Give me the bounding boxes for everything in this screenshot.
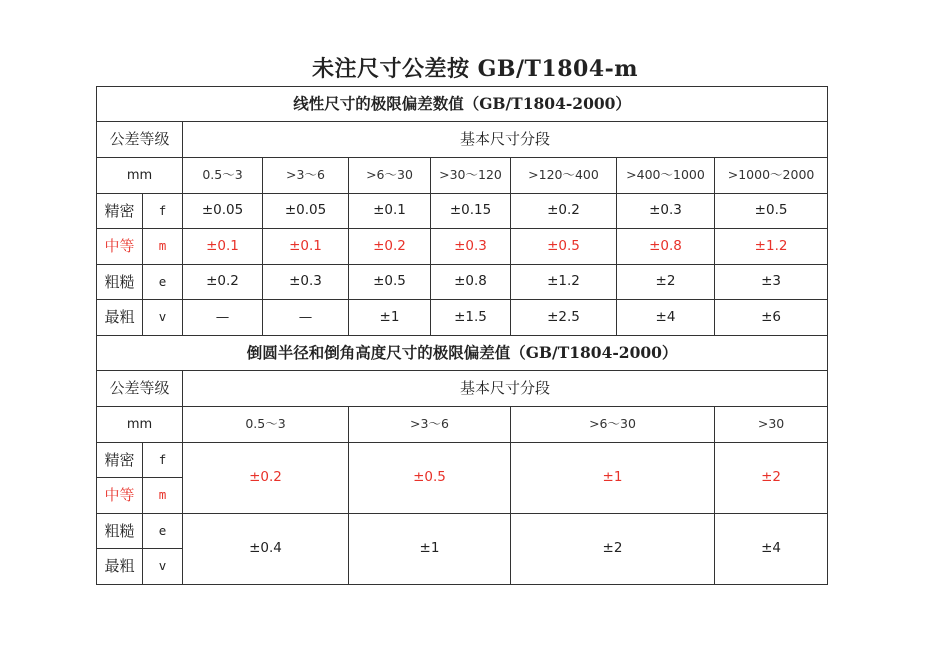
grade-code: m [143, 478, 183, 514]
range-cell: >30～120 [431, 158, 511, 194]
tolerance-value: ±0.8 [617, 229, 715, 265]
tolerance-value: ±2 [715, 443, 828, 514]
unit-label: mm [97, 407, 183, 443]
tolerance-value: ±0.2 [183, 443, 349, 514]
range-cell: 0.5～3 [183, 158, 263, 194]
tolerance-value: ±0.1 [349, 194, 431, 229]
grade-label: 公差等级 [97, 122, 183, 158]
grade-label: 公差等级 [97, 371, 183, 407]
linear-header-row [97, 122, 828, 158]
tolerance-value: ±0.3 [431, 229, 511, 265]
range-cell: 0.5～3 [183, 407, 349, 443]
tolerance-value: ±1.5 [431, 300, 511, 336]
grade-name: 精密 [97, 194, 143, 229]
grade-name: 最粗 [97, 549, 143, 585]
tolerance-table [96, 86, 828, 585]
grade-name: 最粗 [97, 300, 143, 336]
tolerance-value: ±1 [511, 443, 715, 514]
tolerance-value: ±0.2 [183, 265, 263, 300]
table-row-coarse [97, 265, 828, 300]
tolerance-value: ±6 [715, 300, 828, 336]
tolerance-value: ±1 [349, 300, 431, 336]
grade-code: f [143, 194, 183, 229]
tolerance-value: ±0.8 [431, 265, 511, 300]
tolerance-value: — [183, 300, 263, 336]
linear-section-heading: 线性尺寸的极限偏差数值（GB/T1804-2000） [97, 87, 828, 122]
range-cell: >1000～2000 [715, 158, 828, 194]
range-cell: >6～30 [511, 407, 715, 443]
tolerance-value: ±2 [511, 514, 715, 585]
tolerance-value: ±0.05 [183, 194, 263, 229]
range-cell: >30 [715, 407, 828, 443]
grade-code: f [143, 443, 183, 478]
tolerance-value: ±0.3 [263, 265, 349, 300]
tolerance-value: ±0.5 [715, 194, 828, 229]
tolerance-value: ±0.2 [511, 194, 617, 229]
grade-name: 粗糙 [97, 265, 143, 300]
grade-code: e [143, 265, 183, 300]
linear-heading-row [97, 87, 828, 122]
grade-code: v [143, 300, 183, 336]
tolerance-value: ±0.15 [431, 194, 511, 229]
grade-name: 粗糙 [97, 514, 143, 549]
tolerance-value: ±0.1 [263, 229, 349, 265]
tolerance-value: ±2.5 [511, 300, 617, 336]
tolerance-value: ±4 [617, 300, 715, 336]
tolerance-value: ±0.5 [511, 229, 617, 265]
grade-code: e [143, 514, 183, 549]
grade-code: v [143, 549, 183, 585]
tolerance-value: ±0.2 [349, 229, 431, 265]
grade-name: 精密 [97, 443, 143, 478]
range-cell: >6～30 [349, 158, 431, 194]
size-segment-label: 基本尺寸分段 [183, 371, 828, 407]
radius-range-row [97, 407, 828, 443]
grade-name: 中等 [97, 478, 143, 514]
range-cell: >120～400 [511, 158, 617, 194]
tolerance-value: ±0.05 [263, 194, 349, 229]
table-row-fine [97, 443, 828, 478]
table-row-coarse [97, 514, 828, 549]
tolerance-value: ±3 [715, 265, 828, 300]
unit-label: mm [97, 158, 183, 194]
document-title: 未注尺寸公差按 GB/T1804-m [311, 56, 639, 82]
tolerance-value: ±0.4 [183, 514, 349, 585]
tolerance-sheet [96, 86, 828, 585]
radius-heading-row [97, 336, 828, 371]
tolerance-value: ±0.1 [183, 229, 263, 265]
radius-header-row [97, 371, 828, 407]
grade-name: 中等 [97, 229, 143, 265]
grade-code: m [143, 229, 183, 265]
size-segment-label: 基本尺寸分段 [183, 122, 828, 158]
range-cell: >3～6 [263, 158, 349, 194]
tolerance-value: ±0.3 [617, 194, 715, 229]
table-row-fine [97, 194, 828, 229]
tolerance-value: ±0.5 [349, 265, 431, 300]
tolerance-value: ±1 [349, 514, 511, 585]
tolerance-value: ±4 [715, 514, 828, 585]
linear-range-row [97, 158, 828, 194]
range-cell: >400～1000 [617, 158, 715, 194]
table-row-very-coarse [97, 300, 828, 336]
tolerance-value: ±0.5 [349, 443, 511, 514]
tolerance-value: ±1.2 [511, 265, 617, 300]
tolerance-value: ±2 [617, 265, 715, 300]
tolerance-value: — [263, 300, 349, 336]
tolerance-value: ±1.2 [715, 229, 828, 265]
range-cell: >3～6 [349, 407, 511, 443]
radius-section-heading: 倒圆半径和倒角高度尺寸的极限偏差值（GB/T1804-2000） [97, 336, 828, 371]
table-row-medium [97, 229, 828, 265]
